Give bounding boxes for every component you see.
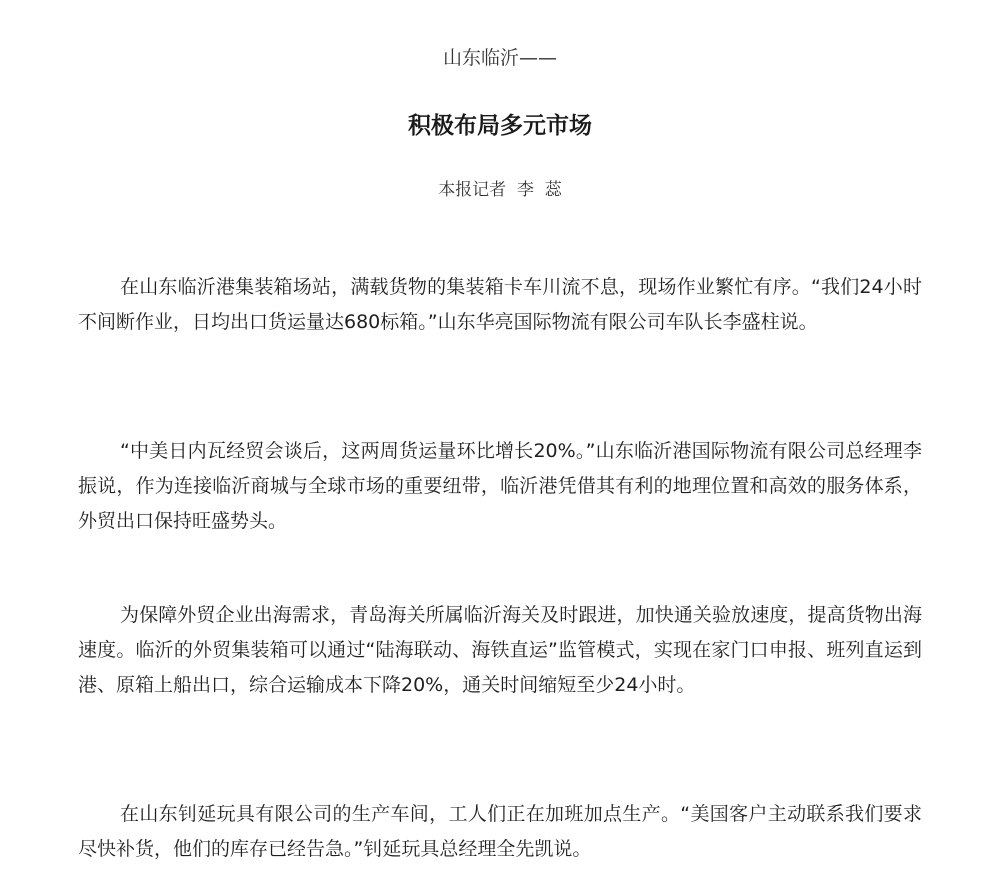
article-paragraph: 在山东钊延玩具有限公司的生产车间，工人们正在加班加点生产。“美国客户主动联系我们要求尽快补货，他们的库存已经告急。”钊延玩具总经理全先凯说。 bbox=[78, 803, 922, 860]
article-paragraph: 在山东临沂港集装箱场站，满载货物的集装箱卡车川流不息，现场作业繁忙有序。“我们24小时不间断作业，日均出口货运量达680标箱。”山东华亮国际物流有限公司车队长李盛柱说。 bbox=[78, 276, 922, 333]
article-kicker: 山东临沂—— bbox=[442, 47, 557, 69]
article-paragraph: 为保障外贸企业出海需求，青岛海关所属临沂海关及时跟进，加快通关验放速度，提高货物出海速度。临沂的外贸集装箱可以通过“陆海联动、海铁直运”监管模式，实现在家门口申报、班列直运到港、原箱上船出口，综合运输成本下降20%，通关时间缩短至少24小时。 bbox=[78, 604, 922, 696]
article-byline: 本报记者 李 蕊 bbox=[438, 180, 562, 200]
article-headline: 积极布局多元市场 bbox=[408, 113, 592, 139]
article-paragraph: “中美日内瓦经贸会谈后，这两周货运量环比增长20%。”山东临沂港国际物流有限公司总经理李振说，作为连接临沂商城与全球市场的重要纽带，临沂港凭借其有利的地理位置和高效的服务体系，外贸出口保持旺盛势头。 bbox=[78, 440, 922, 532]
